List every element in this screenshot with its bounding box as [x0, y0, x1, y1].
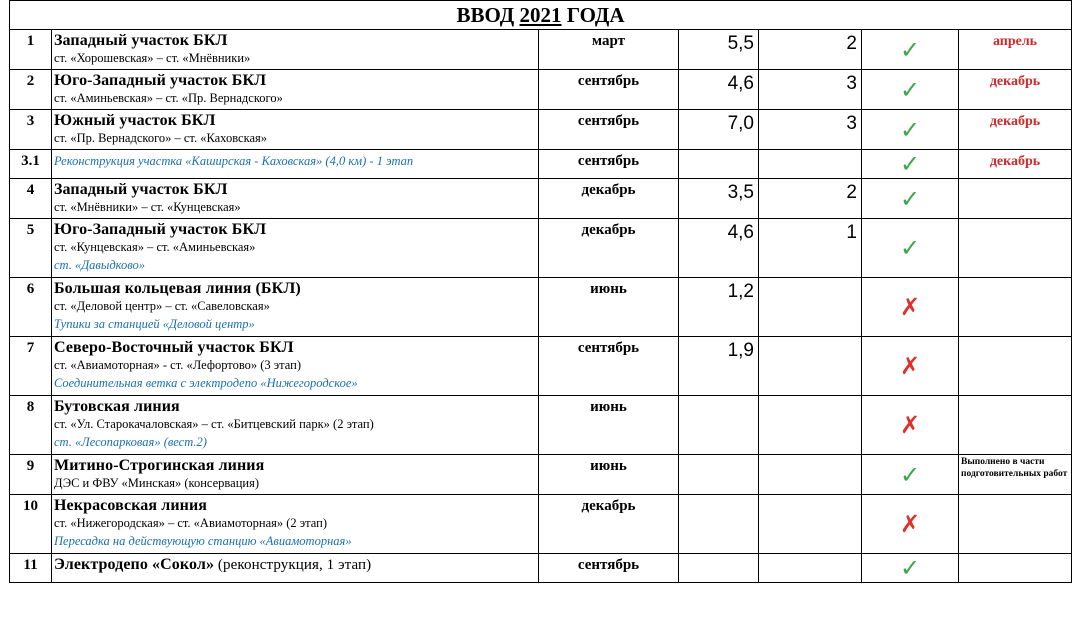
check-icon: ✓: [899, 150, 921, 178]
row-name-cell: [52, 455, 539, 495]
row-name-cell: [52, 110, 539, 150]
row-name-cell: [52, 396, 539, 455]
row-status: [862, 30, 959, 70]
cross-icon: ✗: [899, 411, 921, 439]
check-icon: ✓: [899, 184, 921, 213]
row-station-count: [759, 554, 862, 583]
table-row: [10, 554, 1072, 583]
row-number: 4: [10, 179, 52, 219]
row-stations: ст. «Кунцевская» – ст. «Аминьевская»: [54, 240, 256, 254]
row-month: сентябрь: [539, 554, 679, 583]
row-note: Реконструкция участка «Каширская - Каховская» (4,0 км) - 1 этап: [54, 154, 414, 168]
row-station-count: [759, 455, 862, 495]
row-actual-month: декабрь: [959, 150, 1072, 179]
row-status: [862, 70, 959, 110]
row-status: [862, 110, 959, 150]
row-title: Западный участок БКЛ: [54, 32, 228, 49]
row-length-km: 5,5: [679, 30, 759, 70]
title-row: [10, 1, 1072, 30]
row-status: [862, 455, 959, 495]
row-stations: ДЭС и ФВУ «Минская» (консервация): [54, 476, 260, 490]
row-actual-month: декабрь: [959, 110, 1072, 150]
title-year: 2021: [519, 3, 562, 27]
row-month: декабрь: [539, 495, 679, 554]
row-stations: ст. «Аминьевская» – ст. «Пр. Вернадского»: [54, 91, 283, 105]
check-icon: ✓: [899, 234, 921, 262]
row-status: [862, 396, 959, 455]
row-actual-month: [959, 337, 1072, 396]
row-month: сентябрь: [539, 337, 679, 396]
row-actual-month: [959, 179, 1072, 219]
table-row: [10, 337, 1072, 396]
row-number: 10: [10, 495, 52, 554]
check-icon: ✓: [899, 75, 921, 104]
row-number: 6: [10, 278, 52, 337]
row-actual-month: [959, 219, 1072, 278]
row-name-cell: [52, 554, 539, 583]
check-icon: ✓: [899, 35, 921, 64]
row-actual-month: [959, 495, 1072, 554]
row-month: июнь: [539, 278, 679, 337]
document-page: [9, 0, 1071, 583]
row-month: март: [539, 30, 679, 70]
row-name-cell: [52, 495, 539, 554]
row-station-count: 2: [759, 179, 862, 219]
row-actual-month: [959, 554, 1072, 583]
row-length-km: [679, 554, 759, 583]
row-length-km: 1,2: [679, 278, 759, 337]
table-row: [10, 150, 1072, 179]
row-name-cell: [52, 70, 539, 110]
row-actual-month: [959, 278, 1072, 337]
table-row: [10, 179, 1072, 219]
row-title: Юго-Западный участок БКЛ: [54, 221, 267, 238]
row-status: [862, 179, 959, 219]
table-row: [10, 110, 1072, 150]
row-number: 9: [10, 455, 52, 495]
row-length-km: [679, 455, 759, 495]
row-status: [862, 495, 959, 554]
row-length-km: [679, 495, 759, 554]
row-status: [862, 554, 959, 583]
row-number: 3: [10, 110, 52, 150]
row-title: Юго-Западный участок БКЛ: [54, 72, 267, 89]
row-stations: ст. «Пр. Вернадского» – ст. «Каховская»: [54, 131, 268, 145]
row-stations: ст. «Нижегородская» – ст. «Авиамоторная» (2 этап): [54, 516, 327, 530]
row-number: 5: [10, 219, 52, 278]
row-name-cell: [52, 337, 539, 396]
row-length-km: 4,6: [679, 219, 759, 278]
row-station-count: [759, 278, 862, 337]
row-title: Бутовская линия: [54, 398, 180, 415]
row-status: [862, 337, 959, 396]
row-actual-month: апрель: [959, 30, 1072, 70]
table-row: [10, 455, 1072, 495]
row-stations: ст. «Ул. Старокачаловская» – ст. «Битцевский парк» (2 этап): [54, 417, 374, 431]
row-number: 8: [10, 396, 52, 455]
row-month: сентябрь: [539, 110, 679, 150]
row-number: 2: [10, 70, 52, 110]
row-station-count: 1: [759, 219, 862, 278]
row-status: [862, 219, 959, 278]
row-name-cell: [52, 150, 539, 179]
check-icon: ✓: [899, 460, 921, 489]
row-title: Большая кольцевая линия (БКЛ): [54, 280, 301, 297]
row-month: сентябрь: [539, 150, 679, 179]
page-title: ВВОД 2021 ГОДА: [10, 1, 1072, 30]
row-length-km: 3,5: [679, 179, 759, 219]
row-name-cell: [52, 179, 539, 219]
row-side-note: Выполнено в части подготовительных работ: [959, 455, 1072, 495]
row-stations: ст. «Мнёвники» – ст. «Кунцевская»: [54, 200, 241, 214]
table-row: [10, 70, 1072, 110]
row-name-cell: [52, 278, 539, 337]
table-row: [10, 30, 1072, 70]
row-name-cell: [52, 30, 539, 70]
row-length-km: 1,9: [679, 337, 759, 396]
row-title: Некрасовская линия: [54, 497, 208, 514]
row-stations: ст. «Хорошевская» – ст. «Мнёвники»: [54, 51, 251, 65]
row-note: Тупики за станцией «Деловой центр»: [54, 317, 255, 331]
row-note: ст. «Давыдково»: [54, 258, 146, 272]
row-status: [862, 150, 959, 179]
row-month: сентябрь: [539, 70, 679, 110]
row-number: 1: [10, 30, 52, 70]
row-month: июнь: [539, 455, 679, 495]
row-station-count: [759, 495, 862, 554]
row-number: 3.1: [10, 150, 52, 179]
row-number: 7: [10, 337, 52, 396]
row-note: ст. «Лесопарковая» (вест.2): [54, 435, 207, 449]
row-title: Западный участок БКЛ: [54, 181, 228, 198]
row-title-extra: (реконструкция, 1 этап): [214, 557, 372, 573]
cross-icon: ✗: [899, 510, 921, 538]
cross-icon: ✗: [899, 293, 921, 321]
row-number: 11: [10, 554, 52, 583]
row-note: Соединительная ветка с электродепо «Нижегородское»: [54, 376, 358, 390]
table-row: [10, 278, 1072, 337]
cross-icon: ✗: [899, 352, 921, 380]
schedule-table: [9, 0, 1072, 583]
row-station-count: 2: [759, 30, 862, 70]
row-length-km: [679, 150, 759, 179]
table-row: [10, 396, 1072, 455]
row-station-count: [759, 337, 862, 396]
row-status: [862, 278, 959, 337]
row-station-count: [759, 150, 862, 179]
row-actual-month: декабрь: [959, 70, 1072, 110]
row-station-count: 3: [759, 70, 862, 110]
row-title: Южный участок БКЛ: [54, 112, 216, 129]
row-name-cell: [52, 219, 539, 278]
row-title: Электродепо «Сокол» (реконструкция, 1 этап): [54, 556, 372, 573]
row-note: Пересадка на действующую станцию «Авиамоторная»: [54, 534, 352, 548]
check-icon: ✓: [899, 554, 921, 582]
row-title: Северо-Восточный участок БКЛ: [54, 339, 294, 356]
check-icon: ✓: [899, 115, 921, 144]
row-length-km: 7,0: [679, 110, 759, 150]
row-station-count: 3: [759, 110, 862, 150]
row-month: декабрь: [539, 219, 679, 278]
row-length-km: [679, 396, 759, 455]
row-actual-month: [959, 396, 1072, 455]
row-station-count: [759, 396, 862, 455]
row-title: Митино-Строгинская линия: [54, 457, 265, 474]
table-row: [10, 219, 1072, 278]
row-month: июнь: [539, 396, 679, 455]
row-month: декабрь: [539, 179, 679, 219]
table-row: [10, 495, 1072, 554]
row-length-km: 4,6: [679, 70, 759, 110]
row-stations: ст. «Авиамоторная» - ст. «Лефортово» (3 этап): [54, 358, 302, 372]
row-stations: ст. «Деловой центр» – ст. «Савеловская»: [54, 299, 270, 313]
